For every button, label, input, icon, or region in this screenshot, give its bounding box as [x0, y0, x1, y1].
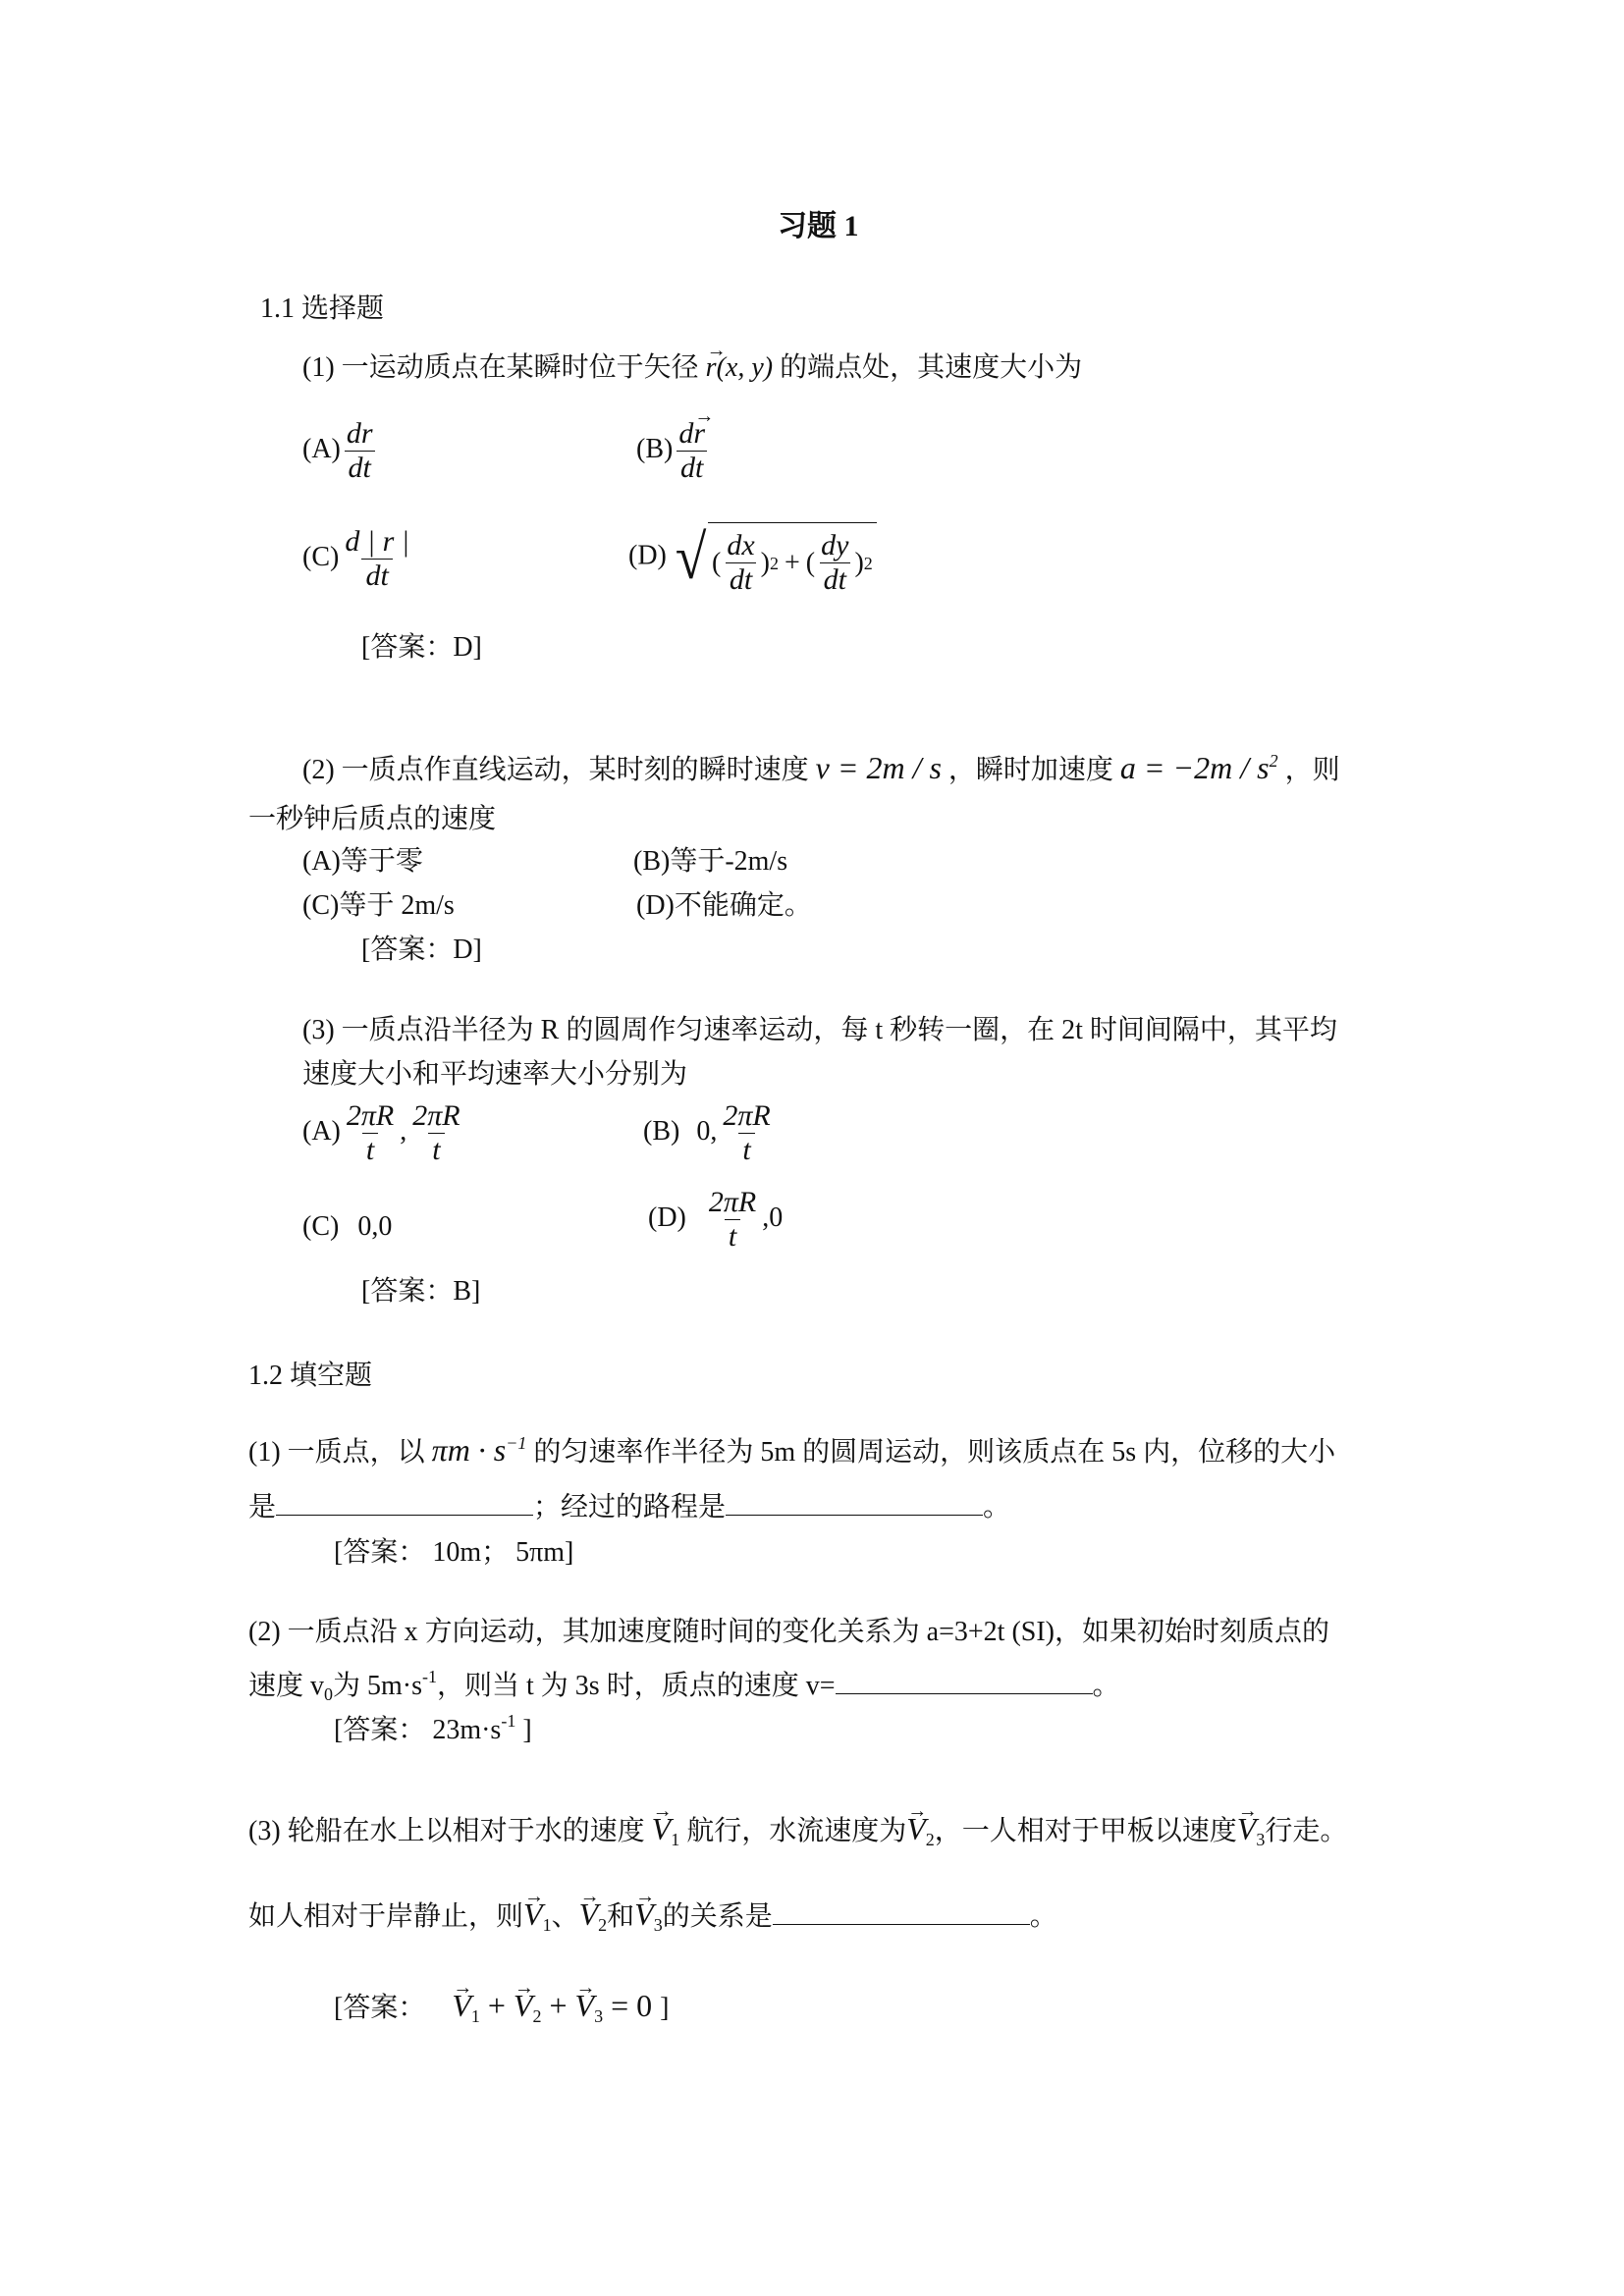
numerator: 2πR	[723, 1099, 771, 1132]
velocity-expression: v = 2m / s	[815, 750, 942, 785]
subscript: 1	[470, 2006, 480, 2026]
fraction	[675, 417, 709, 485]
vector-symbol: → V	[1237, 1809, 1257, 1848]
subscript: 2	[532, 2006, 542, 2026]
numerator: d→ r	[675, 417, 709, 451]
denominator: dt	[361, 559, 392, 593]
stem-text: 航行，水流速度为	[686, 1816, 907, 1846]
acceleration-expression	[1120, 750, 1278, 785]
option-c	[302, 525, 415, 593]
stem-text: 、	[551, 1901, 579, 1932]
vector-v1	[651, 1811, 680, 1849]
page-title: 习题 1	[778, 210, 859, 242]
question-1-1-3-line1: (3) 一质点沿半径为 R 的圆周作匀速率运动，每 t 秒转一圈，在 2t 时间间隔中，其平均	[302, 1015, 1337, 1045]
answer-text: [答案：	[334, 1993, 426, 2023]
subscript: 2	[598, 1915, 608, 1935]
vector-symbol: → V	[634, 1895, 654, 1934]
rate-expression	[432, 1432, 527, 1468]
comma: ,	[400, 1115, 407, 1147]
denominator: dt	[677, 451, 707, 485]
exponent: -1	[501, 1711, 516, 1731]
paren: )	[760, 547, 770, 578]
vector-symbol: → V	[452, 1986, 471, 2025]
denominator: t	[738, 1133, 754, 1167]
stem-text: 。	[1092, 1671, 1120, 1701]
numerator: dx	[727, 529, 755, 561]
plus-sign: +	[549, 1988, 568, 2023]
answer-1-1-1: [答案：D]	[361, 632, 482, 663]
answer-blank[interactable]	[726, 1487, 983, 1516]
option-label: (D)	[648, 1201, 686, 1233]
vector-symbol: → V	[575, 1986, 595, 2025]
answer-text: [答案： 23m·s	[334, 1715, 502, 1745]
option-label: (D)	[628, 540, 667, 571]
answer-blank[interactable]	[276, 1487, 533, 1516]
answer-text: ]	[515, 1715, 532, 1745]
section-heading-choice: 1.1 选择题	[260, 294, 385, 324]
stem-text: 行走。	[1265, 1816, 1348, 1846]
vector-v2	[906, 1811, 935, 1849]
option-label: (B)	[643, 1115, 680, 1147]
exponent: 2	[769, 553, 779, 573]
vector-symbol: → V	[906, 1809, 926, 1848]
option-d	[628, 518, 877, 597]
option-a: (A)等于零	[302, 846, 423, 877]
rate-text: πm · s	[431, 1432, 507, 1468]
stem-text: 速度 v	[248, 1671, 325, 1701]
denominator: t	[428, 1133, 444, 1167]
denominator: dt	[345, 451, 375, 485]
option-label: (A)	[302, 433, 341, 464]
stem-text: ，一人相对于甲板以速度	[934, 1816, 1237, 1846]
question-1-1-stem	[302, 348, 1082, 388]
value: 0,0	[357, 1211, 393, 1242]
subscript: 3	[1256, 1830, 1266, 1849]
paren: )	[854, 547, 864, 578]
subscript: 1	[542, 1915, 552, 1935]
denominator: t	[725, 1219, 740, 1254]
stem-text: 的端点处，其速度大小为	[780, 352, 1083, 383]
stem-text: (1) 一质点，以	[248, 1437, 425, 1468]
stem-text: ，则当 t 为 3s 时，质点的速度 v=	[437, 1671, 836, 1701]
stem-text: (1) 一运动质点在某瞬时位于矢径	[302, 352, 699, 383]
option-label: (A)	[302, 1115, 341, 1147]
stem-text: 的匀速率作半径为 5m 的圆周运动，则该质点在 5s 内，位移的大小	[533, 1437, 1336, 1468]
option-label: (B)	[636, 433, 674, 464]
question-1-2-1-line2	[248, 1487, 1010, 1527]
answer-1-2-3	[334, 1986, 669, 2036]
numerator: 2πR	[708, 1186, 757, 1218]
numerator: dy	[821, 529, 849, 561]
option-label: (C)	[302, 1211, 340, 1242]
position-vector: → r(x, y)	[706, 352, 773, 383]
vector-v1	[523, 1896, 552, 1935]
subscript: 0	[324, 1684, 334, 1704]
vector-v3	[1236, 1811, 1266, 1849]
subscript: 3	[653, 1915, 663, 1935]
numerator: dr	[346, 417, 373, 450]
answer-1-1-2: [答案：D]	[361, 934, 482, 965]
paren: (	[805, 547, 816, 578]
option-b	[636, 417, 711, 485]
numerator: 2πR	[412, 1099, 460, 1132]
option-a	[302, 1099, 466, 1167]
stem-text: 。	[1029, 1901, 1057, 1932]
section-heading-fill: 1.2 填空题	[248, 1361, 373, 1391]
question-1-2-3-line1	[248, 1809, 1347, 1859]
option-d: (D)不能确定。	[636, 890, 812, 921]
option-b: (B)等于-2m/s	[633, 846, 788, 877]
vector-symbol: → V	[523, 1895, 543, 1934]
denominator: dt	[820, 562, 850, 597]
answer-text: ]	[660, 1993, 670, 2023]
denominator: dt	[726, 562, 756, 597]
stem-text: 。	[983, 1492, 1011, 1522]
subscript: 1	[671, 1830, 680, 1849]
equals-zero: = 0	[611, 1988, 653, 2023]
answer-1-1-3: [答案：B]	[361, 1276, 481, 1307]
stem-text: ，瞬时加速度	[947, 755, 1113, 785]
question-1-2-1-line1	[248, 1423, 1335, 1472]
numerator: 2πR	[346, 1099, 395, 1132]
stem-text: 和	[607, 1901, 635, 1932]
stem-text: (3) 轮船在水上以相对于水的速度	[248, 1816, 645, 1846]
exponent: −1	[506, 1433, 527, 1453]
vector-symbol: → V	[514, 1986, 533, 2025]
zero-value: ,0	[762, 1201, 784, 1233]
answer-1-2-1: [答案： 10m； 5πm]	[334, 1537, 574, 1568]
answer-blank[interactable]	[836, 1666, 1093, 1694]
exponent: 2	[1269, 751, 1278, 771]
option-d	[648, 1186, 783, 1254]
fraction	[341, 525, 413, 593]
question-1-2-3-line2	[248, 1895, 1057, 1945]
option-label: (C)	[302, 541, 340, 572]
option-a	[302, 417, 379, 485]
numerator: d | r |	[345, 525, 409, 558]
option-b	[643, 1099, 777, 1167]
stem-text: ，则	[1284, 755, 1340, 785]
stem-text: 如人相对于岸静止，则	[248, 1901, 524, 1932]
vector-v2	[578, 1896, 608, 1935]
vector-symbol: → V	[579, 1895, 599, 1934]
radicand	[708, 522, 877, 597]
subscript: 3	[594, 2006, 604, 2026]
exponent: 2	[863, 553, 873, 573]
question-1-1-3-line2: 速度大小和平均速率大小分别为	[302, 1059, 688, 1090]
question-1-1-2-line2: 一秒钟后质点的速度	[248, 804, 497, 834]
plus-sign: +	[784, 547, 800, 578]
radical-sign: √	[675, 522, 707, 592]
question-1-1-2-stem	[302, 741, 1340, 790]
vector-sum-expression	[452, 1988, 660, 2026]
denominator: t	[362, 1133, 378, 1167]
option-c: (C)等于 2m/s	[302, 890, 455, 921]
question-1-2-2-line1: (2) 一质点沿 x 方向运动，其加速度随时间的变化关系为 a=3+2t (SI)，如果初始时刻质点的	[248, 1617, 1329, 1647]
paren: (	[712, 547, 722, 578]
answer-1-2-2	[334, 1701, 532, 1750]
fraction	[343, 417, 377, 485]
stem-text: 的关系是	[662, 1901, 773, 1932]
stem-text: 是	[248, 1492, 277, 1522]
stem-text: (2) 一质点作直线运动，某时刻的瞬时速度	[302, 755, 809, 785]
exponent: -1	[422, 1667, 438, 1686]
vector-v3	[634, 1896, 663, 1935]
plus-sign: +	[487, 1988, 506, 2023]
zero-value: 0,	[696, 1115, 718, 1147]
answer-blank[interactable]	[773, 1896, 1030, 1925]
subscript: 2	[925, 1830, 935, 1849]
stem-text: 为 5m·s	[333, 1671, 423, 1701]
option-c	[302, 1207, 392, 1247]
vector-symbol: → V	[652, 1809, 672, 1848]
stem-text: ；经过的路程是	[533, 1492, 727, 1522]
square-root	[674, 518, 877, 597]
acc-text: a = −2m / s	[1119, 750, 1270, 785]
